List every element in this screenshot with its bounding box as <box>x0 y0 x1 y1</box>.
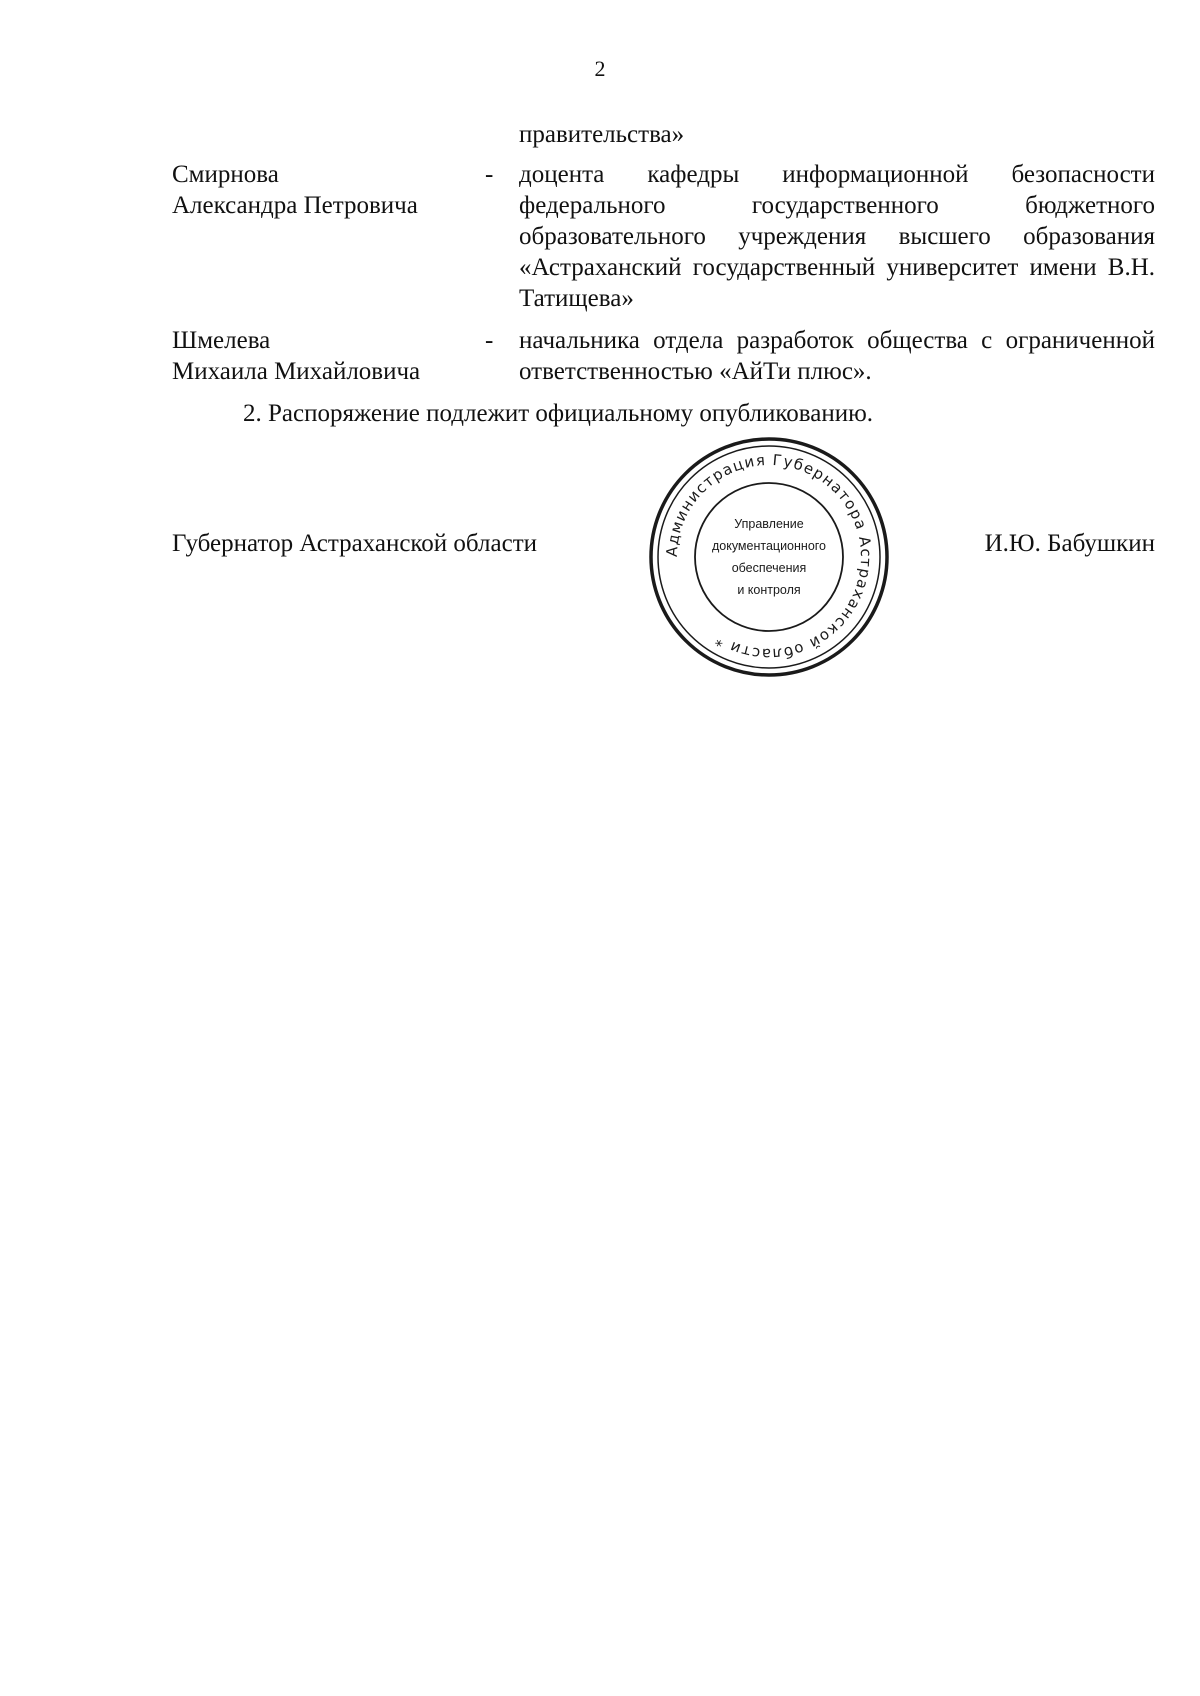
seal-second-ring <box>658 446 880 668</box>
seal-center-line: и контроля <box>737 583 801 597</box>
seal-center-line: обеспечения <box>731 561 807 575</box>
continuation-text: правительства» <box>519 121 685 148</box>
clause-2: 2. Распоряжение подлежит официальному опубликованию. <box>243 400 874 427</box>
member-dash: - <box>485 327 494 354</box>
member-position: доцента кафедры информационной безопасности федерального государственного бюджетного образовательного учреждения высшего образования «Астраханский государственный университет имени В.Н. Татищева» <box>519 161 1155 312</box>
official-seal-stamp <box>644 432 894 682</box>
seal-center-line: Управление <box>734 517 804 531</box>
seal-ring-text: Администрация Губернатора Астраханской области * <box>662 450 876 664</box>
member-position: начальника отдела разработок общества с ограниченной ответственностью «АйТи плюс». <box>519 327 1155 385</box>
member-dash: - <box>485 161 494 188</box>
seal-center-line: документационного <box>711 539 827 553</box>
member-given-names: Михаила Михайловича <box>172 358 421 385</box>
member-surname: Смирнова <box>172 161 279 188</box>
page-number: 2 <box>594 56 606 81</box>
signatory-name: И.Ю. Бабушкин <box>984 530 1155 557</box>
member-surname: Шмелева <box>172 327 271 354</box>
seal-outer-ring <box>651 439 887 675</box>
signatory-title: Губернатор Астраханской области <box>172 530 538 557</box>
member-name <box>172 159 472 221</box>
seal-inner-ring <box>695 483 843 631</box>
member-given-names: Александра Петровича <box>172 192 418 219</box>
member-name <box>172 325 472 387</box>
